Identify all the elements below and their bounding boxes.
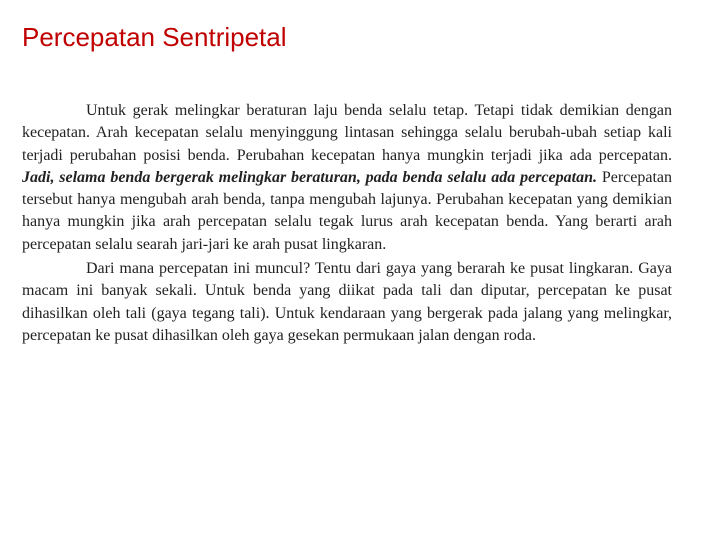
paragraph-1 [22, 100, 672, 256]
slide-title: Percepatan Sentripetal [22, 22, 287, 52]
paragraph-1-text-b: Percepatan tersebut hanya mengubah arah benda, tanpa mengubah lajunya. Perubahan kecepatan yang demikian hanya mungkin jika arah percepatan selalu tegak lurus arah kecepatan benda. Yang berarti arah percepatan selalu searah jari-jari ke arah pusat lingkaran. [22, 168, 672, 253]
paragraph-1-emphasis: Jadi, selama benda bergerak melingkar beraturan, pada benda selalu ada percepatan. [22, 168, 597, 186]
scanned-text-block [22, 100, 672, 347]
paragraph-2: Dari mana percepatan ini muncul? Tentu dari gaya yang berarah ke pusat lingkaran. Gaya macam ini banyak sekali. Untuk benda yang diikat pada tali dan diputar, percepatan ke pusat dihasilkan oleh tali (gaya tegang tali). Untuk kendaraan yang bergerak pada jalang yang melingkar, percepatan ke pusat dihasilkan oleh gaya gesekan permukaan jalan dengan roda. [22, 260, 672, 344]
paragraph-1-text-a: Untuk gerak melingkar beraturan laju benda selalu tetap. Tetapi tidak demikian dengan kecepatan. Arah kecepatan selalu menyinggung lintasan sehingga selalu berubah-ubah setiap kali terjadi perubahan posisi benda. Perubahan kecepatan hanya mungkin terjadi jika ada percepatan. [22, 102, 672, 164]
